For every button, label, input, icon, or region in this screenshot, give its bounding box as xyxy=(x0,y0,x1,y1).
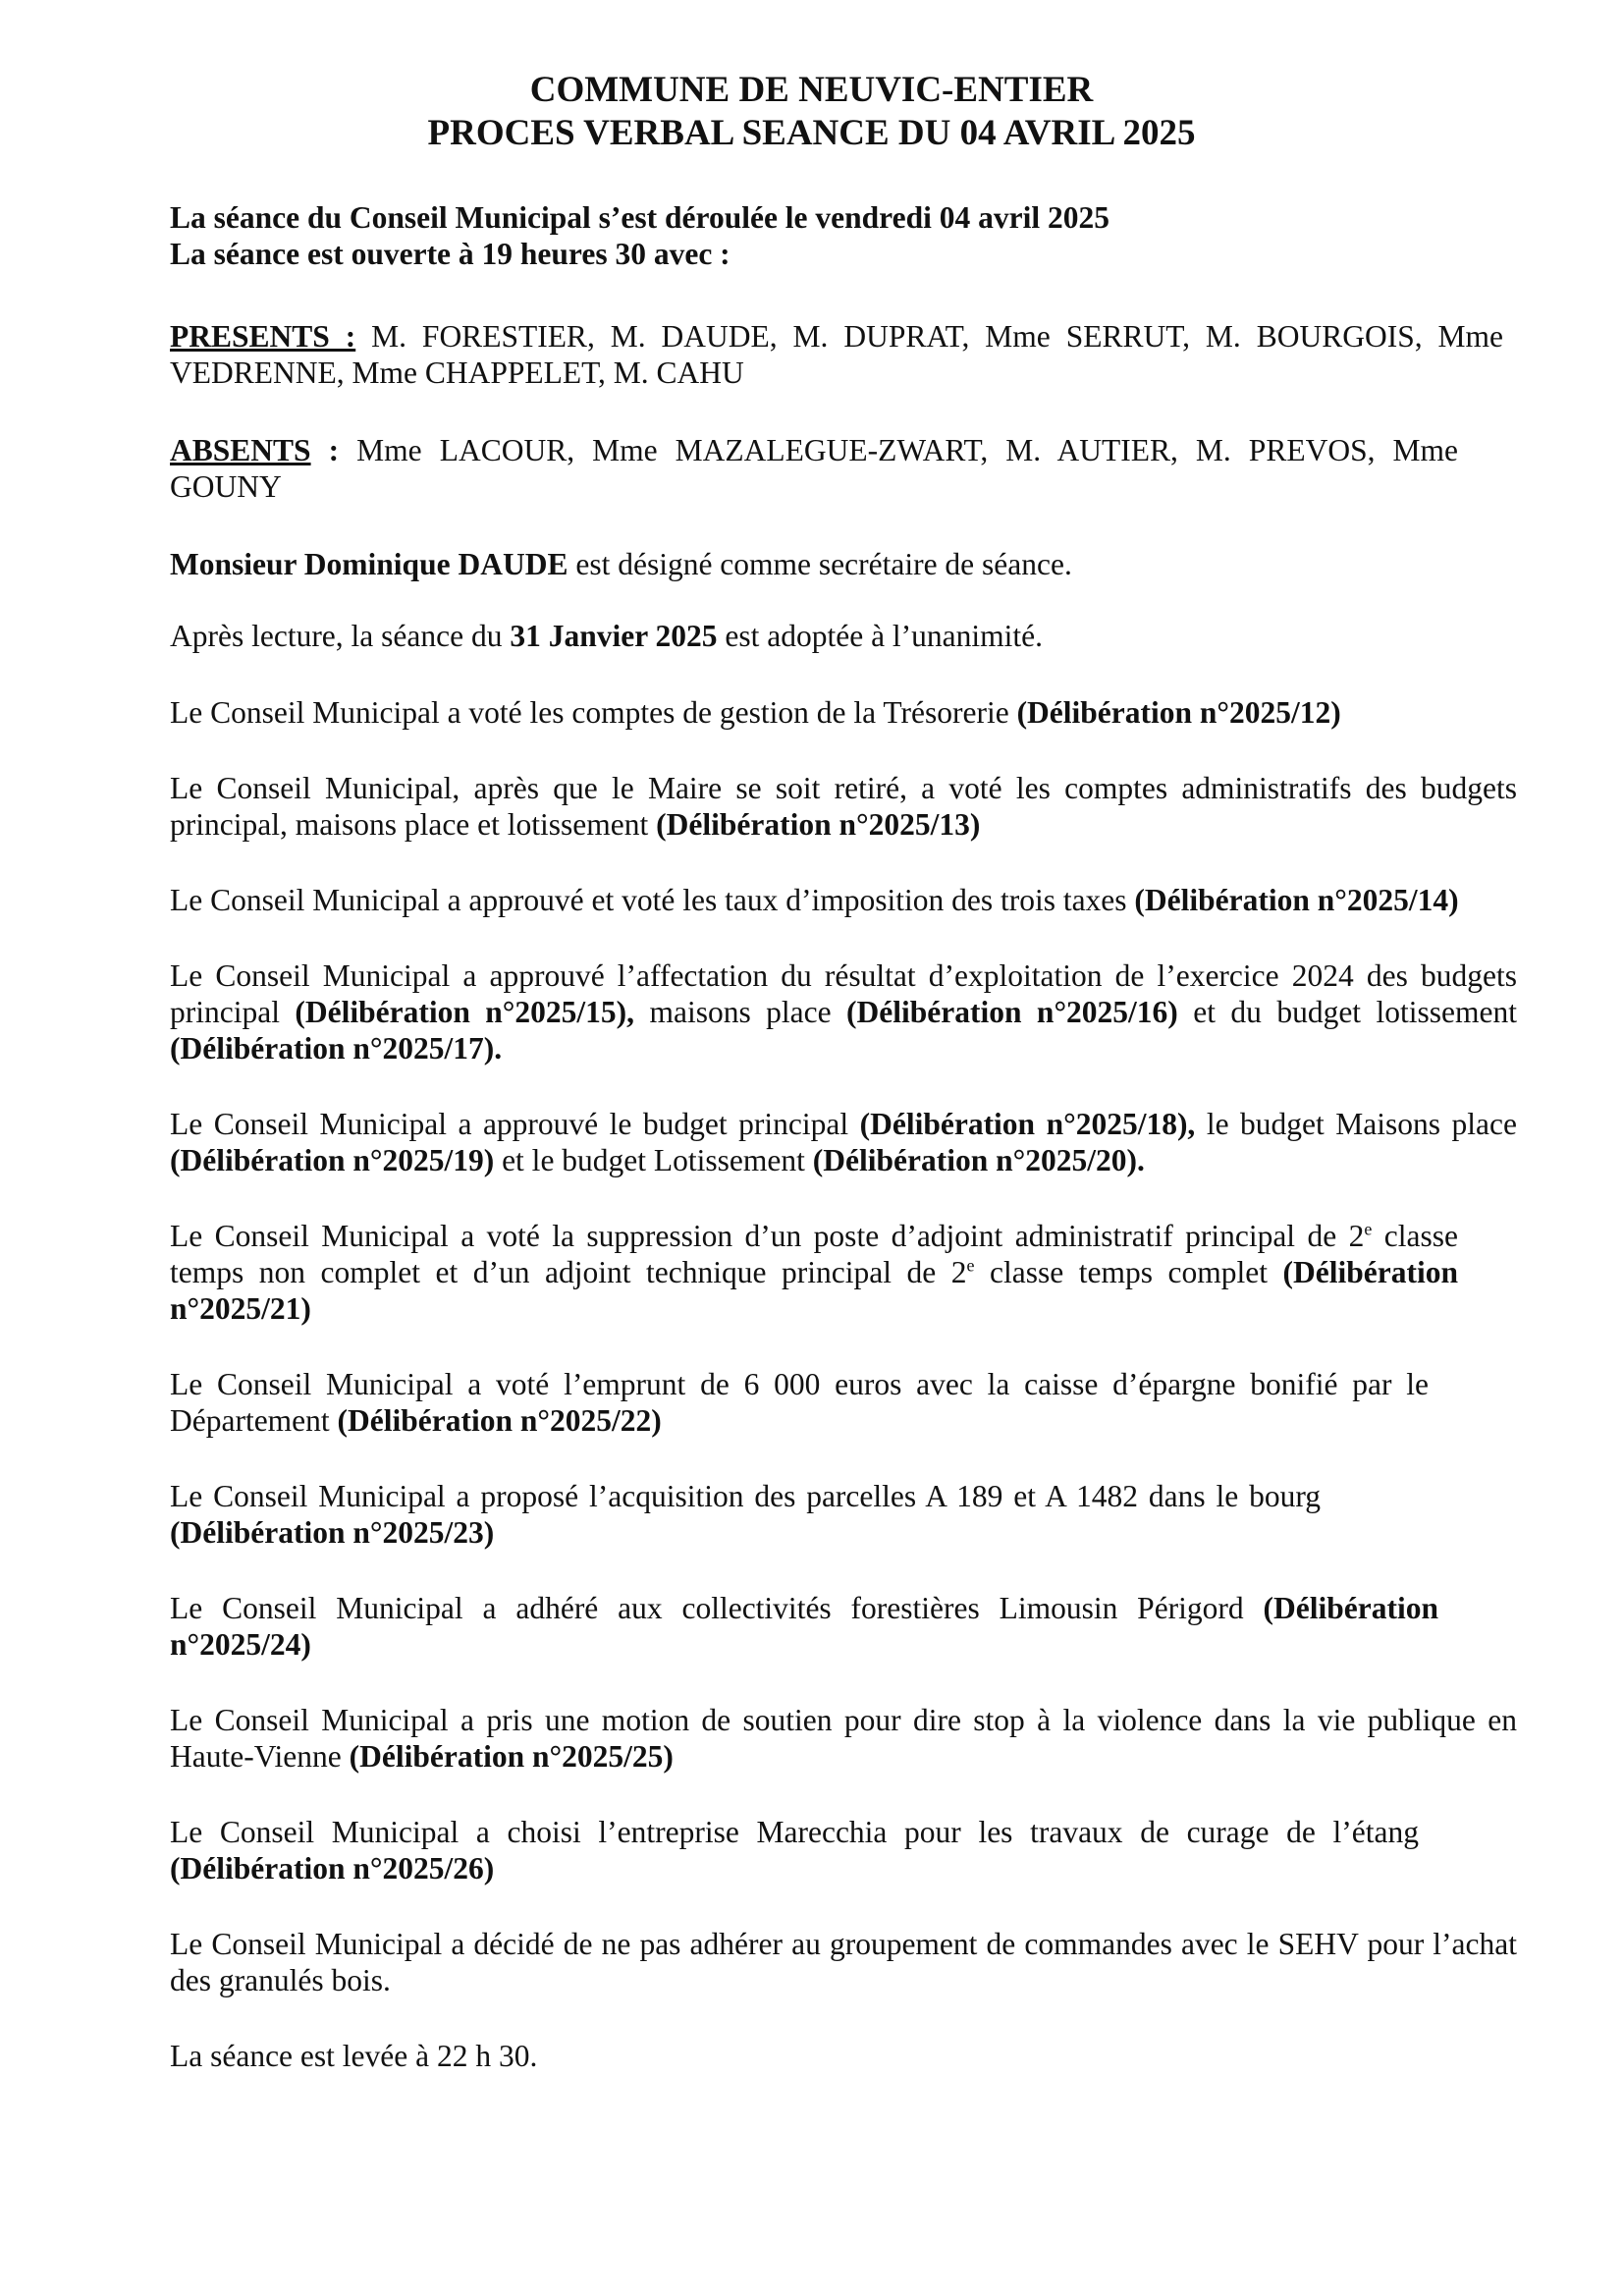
absents-separator: : xyxy=(310,433,340,467)
deliberation-23-text: Le Conseil Municipal a proposé l’acquisition des parcelles A 189 et A 1482 dans le bourg xyxy=(170,1479,1321,1513)
deliberation-23-ref: (Délibération n°2025/23) xyxy=(170,1515,495,1550)
deliberation-25-ref: (Délibération n°2025/25) xyxy=(349,1739,674,1774)
deliberation-20-ref: (Délibération n°2025/20). xyxy=(812,1143,1145,1177)
deliberation-13-text: Le Conseil Municipal, après que le Maire se soit retiré, a voté les comptes administratifs des budgets principal, maisons place et lotissement xyxy=(170,771,1517,842)
commune-title: COMMUNE DE NEUVIC-ENTIER xyxy=(529,70,1094,110)
intro-line-1: La séance du Conseil Municipal s’est déroulée le vendredi 04 avril 2025 xyxy=(170,200,1109,235)
deliberation-15-text-2: maisons place xyxy=(634,995,847,1029)
deliberation-21-ref: (Délibération n°2025/21) xyxy=(170,1255,1458,1326)
approval-date: 31 Janvier 2025 xyxy=(510,619,718,653)
deliberation-26-text: Le Conseil Municipal a choisi l’entreprise Marecchia pour les travaux de curage de l’étang xyxy=(170,1815,1419,1849)
secretary-text: est désigné comme secrétaire de séance. xyxy=(568,547,1072,581)
intro-line-2: La séance est ouverte à 19 heures 30 avec : xyxy=(170,237,730,271)
deliberation-24-ref: (Délibération n°2025/24) xyxy=(170,1591,1438,1662)
presents-paragraph xyxy=(170,318,1517,391)
deliberation-17-ref: (Délibération n°2025/17). xyxy=(170,1031,503,1066)
document-header xyxy=(0,69,1623,155)
deliberation-19-ref: (Délibération n°2025/19) xyxy=(170,1143,495,1177)
deliberation-15-ref: (Délibération n°2025/15), xyxy=(295,995,635,1029)
absents-paragraph xyxy=(170,432,1517,505)
deliberation-22-ref: (Délibération n°2025/22) xyxy=(337,1403,662,1438)
deliberation-15-text-3: et du budget lotissement xyxy=(1177,995,1517,1029)
deliberation-21-text-2: classe temps non complet et d’un adjoint technique principal de 2 xyxy=(170,1219,1458,1289)
deliberation-15-text-1: Le Conseil Municipal a approuvé l’affectation du résultat d’exploitation de l’exercice 2024 des budgets principal xyxy=(170,958,1517,1029)
presents-label: PRESENTS : xyxy=(170,319,356,354)
secretary-name: Monsieur Dominique DAUDE xyxy=(170,547,568,581)
deliberation-24 xyxy=(170,1590,1517,1663)
deliberation-18-20 xyxy=(170,1106,1517,1178)
closing-line: La séance est levée à 22 h 30. xyxy=(170,2039,538,2073)
deliberation-16-ref: (Délibération n°2025/16) xyxy=(846,995,1178,1029)
session-title: PROCES VERBAL SEANCE DU 04 AVRIL 2025 xyxy=(427,113,1196,153)
deliberation-24-text: Le Conseil Municipal a adhéré aux collectivités forestières Limousin Périgord xyxy=(170,1591,1264,1625)
deliberation-18-text-2: le budget Maisons place xyxy=(1195,1107,1518,1141)
absents-list: Mme LACOUR, Mme MAZALEGUE-ZWART, M. AUTIER, M. PREVOS, Mme GOUNY xyxy=(170,433,1459,504)
deliberation-25-text: Le Conseil Municipal a pris une motion de soutien pour dire stop à la violence dans la vie publique en Haute-Vienne xyxy=(170,1703,1517,1774)
absents-label: ABSENTS xyxy=(170,433,311,467)
approval-paragraph xyxy=(170,618,1517,654)
deliberation-21-text-3: classe temps complet xyxy=(974,1255,1283,1289)
sehv-paragraph: Le Conseil Municipal a décidé de ne pas adhérer au groupement de commandes avec le SEHV pour l’achat des granulés bois. xyxy=(170,1927,1517,1997)
deliberation-26 xyxy=(170,1814,1517,1886)
deliberation-14-text: Le Conseil Municipal a approuvé et voté les taux d’imposition des trois taxes xyxy=(170,883,1135,917)
deliberation-13 xyxy=(170,770,1517,843)
presents-list: M. FORESTIER, M. DAUDE, M. DUPRAT, Mme SERRUT, M. BOURGOIS, Mme VEDRENNE, Mme CHAPPELET, M. CAHU xyxy=(170,319,1504,390)
deliberation-26-ref: (Délibération n°2025/26) xyxy=(170,1851,495,1886)
deliberation-15-17 xyxy=(170,957,1517,1066)
deliberation-18-ref: (Délibération n°2025/18), xyxy=(859,1107,1196,1141)
deliberation-21-text-1: Le Conseil Municipal a voté la suppression d’un poste d’adjoint administratif principal de 2 xyxy=(170,1219,1365,1253)
deliberation-12 xyxy=(170,694,1517,731)
approval-post: est adoptée à l’unanimité. xyxy=(717,619,1044,653)
deliberation-21-sup-1: e xyxy=(1364,1219,1373,1239)
deliberation-22-text: Le Conseil Municipal a voté l’emprunt de 6 000 euros avec la caisse d’épargne bonifié par le Département xyxy=(170,1367,1429,1438)
deliberation-18-text-3: et le budget Lotissement xyxy=(494,1143,813,1177)
secretary-paragraph xyxy=(170,546,1517,582)
document-body xyxy=(170,199,1517,2074)
approval-pre: Après lecture, la séance du xyxy=(170,619,511,653)
deliberation-14-ref: (Délibération n°2025/14) xyxy=(1134,883,1459,917)
deliberation-12-ref: (Délibération n°2025/12) xyxy=(1016,695,1341,730)
deliberation-12-text: Le Conseil Municipal a voté les comptes de gestion de la Trésorerie xyxy=(170,695,1017,730)
deliberation-23 xyxy=(170,1478,1517,1551)
deliberation-22 xyxy=(170,1366,1517,1439)
deliberation-18-text-1: Le Conseil Municipal a approuvé le budget principal xyxy=(170,1107,860,1141)
deliberation-13-ref: (Délibération n°2025/13) xyxy=(656,807,981,842)
deliberation-25 xyxy=(170,1702,1517,1775)
deliberation-21 xyxy=(170,1218,1517,1327)
deliberation-21-sup-2: e xyxy=(966,1255,975,1276)
deliberation-14 xyxy=(170,882,1517,918)
